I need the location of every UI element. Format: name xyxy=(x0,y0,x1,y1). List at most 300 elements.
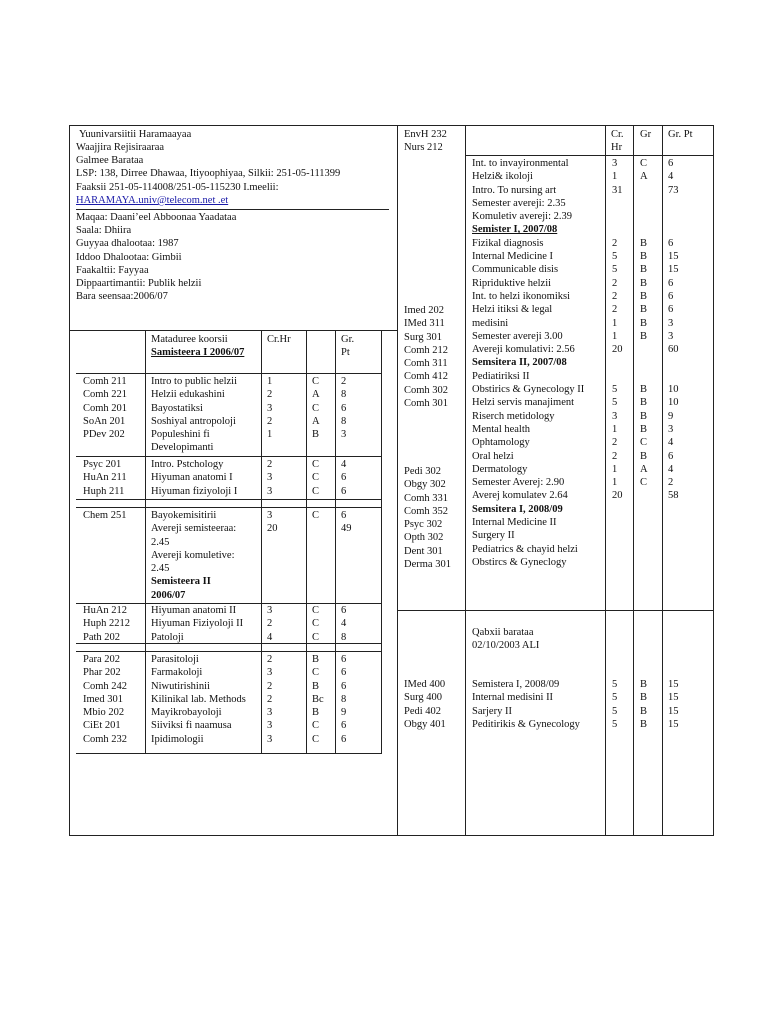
left-row-line xyxy=(76,499,381,500)
student-entry-year: Bara seensaa:2006/07 xyxy=(76,291,168,302)
credit-hour: 20 xyxy=(612,344,623,356)
course-title: Int. to helzi ikonomiksi xyxy=(472,290,570,302)
grade: B xyxy=(312,429,320,441)
course-code: Psyc 201 xyxy=(83,459,122,470)
credit-hour: 31 xyxy=(612,184,623,196)
course-title: Bayostatiksi xyxy=(151,402,203,414)
course-title: Kilinikal lab. Methods xyxy=(151,693,246,705)
course-title: Hiyuman anatomi I xyxy=(151,472,233,484)
grade: C xyxy=(312,510,320,521)
middle-divider xyxy=(397,125,398,836)
credit-hour: 3 xyxy=(267,402,273,414)
grade xyxy=(640,210,648,223)
course-title: Obstirics & Gynecology II xyxy=(472,384,585,396)
student-faculty: Faakaltii: Fayyaa xyxy=(76,265,149,276)
postal-address: LSP: 138, Dirree Dhawaa, Itiyoophiyaa, Silkii: 251-05-111399 xyxy=(76,168,341,179)
course-title: Helzi servis manajiment xyxy=(472,397,575,409)
grade-point xyxy=(668,197,679,210)
course-title: Pediatrics & chayid helzi xyxy=(472,543,578,555)
cumulative-average-value: 2.45 xyxy=(151,563,170,575)
grade-point: 3 xyxy=(668,317,674,329)
university-name: Yuunivarsiitii Haramaayaa xyxy=(79,129,192,140)
course-title: Peditirikis & Gynecology xyxy=(472,718,580,730)
credit-hour-list xyxy=(267,604,272,644)
course-code: Huph 211 xyxy=(83,485,125,497)
grade-point-list xyxy=(341,604,346,644)
left-row-line xyxy=(76,373,381,374)
grade: B xyxy=(640,330,648,342)
credit-hour: 5 xyxy=(612,705,618,717)
course-code: Pedi 302 xyxy=(404,466,442,477)
semester-average: Semester Averej: 2.90 xyxy=(472,477,565,489)
right-col-divider-2 xyxy=(605,125,606,836)
left-row-line xyxy=(76,651,381,652)
grade: B xyxy=(640,397,648,409)
student-department: Dippaartimantii: Publik helzii xyxy=(76,278,202,289)
grade-point: 6 xyxy=(341,472,347,484)
course-code: Obgy 401 xyxy=(404,718,446,730)
course-code: Derma 301 xyxy=(404,559,451,571)
grade: A xyxy=(312,415,320,427)
credit-hour-list xyxy=(612,678,617,731)
right-col-divider-3 xyxy=(633,125,634,836)
course-code: Dent 301 xyxy=(404,545,443,557)
course-code: Imed 202 xyxy=(404,305,444,316)
grade-point: 4 xyxy=(341,459,347,470)
course-code: IMed 400 xyxy=(404,679,446,690)
grade-point-list xyxy=(341,458,346,498)
course-title-header: Mataduree koorsii xyxy=(151,334,228,345)
grade-point: 6 xyxy=(668,304,674,316)
left-col-divider-4 xyxy=(335,330,336,754)
grade-point-list xyxy=(341,375,346,441)
course-title: Internal Medicine I xyxy=(472,251,554,263)
grade-point: 6 xyxy=(341,605,347,616)
course-code: HuAn 212 xyxy=(83,605,128,616)
credit-hour: 5 xyxy=(612,718,618,730)
grade: B xyxy=(640,384,648,396)
grade: B xyxy=(640,290,648,302)
outer-top-border xyxy=(69,125,713,126)
grade-list xyxy=(312,458,319,498)
grade: B xyxy=(640,450,648,462)
grade-point: 60 xyxy=(668,344,679,356)
course-title: Parasitoloji xyxy=(151,654,199,665)
grade: B xyxy=(312,707,320,719)
course-code: CiEt 201 xyxy=(83,720,121,732)
course-title: Ripriduktive helzii xyxy=(472,277,552,289)
credit-hour-list xyxy=(267,509,278,536)
course-code: Psyc 302 xyxy=(404,519,443,531)
course-code: Path 202 xyxy=(83,631,121,643)
course-title: Niwutirishinii xyxy=(151,680,210,692)
course-code: IMed 311 xyxy=(404,318,445,330)
grade: Bc xyxy=(312,693,324,705)
credit-hour-list xyxy=(267,375,272,441)
course-title: Dermatology xyxy=(472,463,528,475)
course-code: Obgy 302 xyxy=(404,479,446,491)
course-title: Pediatiriksi II xyxy=(472,370,530,382)
grade-point: 3 xyxy=(668,423,674,435)
course-code: Surg 400 xyxy=(404,692,443,704)
grade-point-header: Gr. Pt xyxy=(668,129,693,140)
course-code: Opth 302 xyxy=(404,532,444,544)
credit-hour: 2 xyxy=(267,459,273,470)
course-code: Comh 302 xyxy=(404,384,449,396)
grade-point-list xyxy=(668,157,679,503)
grade: C xyxy=(312,733,320,745)
grade-point: 2 xyxy=(341,376,347,387)
course-title: Siiviksi fi naamusa xyxy=(151,720,232,732)
grade-point: 4 xyxy=(668,171,674,183)
course-code-list xyxy=(83,458,127,498)
grade-point: 4 xyxy=(341,618,347,630)
outer-left-border xyxy=(69,125,70,836)
course-title: Helzi& ikoloji xyxy=(472,171,533,183)
right-header-line xyxy=(465,155,713,156)
course-title: Hiyuman fiziyoloji I xyxy=(151,485,238,497)
grade-point: 6 xyxy=(341,510,347,521)
semester-heading: Semsitera II, 2007/08 xyxy=(472,357,567,369)
grade-point: 6 xyxy=(341,654,347,665)
credit-hour: 5 xyxy=(612,679,618,690)
semester-heading: Semsitera I, 2008/09 xyxy=(472,503,563,515)
credit-hour: 1 xyxy=(267,376,273,387)
left-col-divider-1 xyxy=(145,330,146,754)
course-code: Comh 242 xyxy=(83,680,128,692)
grade-list xyxy=(312,653,324,746)
grade: A xyxy=(640,463,648,475)
outer-bottom-border xyxy=(69,835,713,836)
credit-hour: 3 xyxy=(267,472,273,484)
grade-point-list xyxy=(341,509,352,536)
grade-point: 15 xyxy=(668,705,679,717)
grade: C xyxy=(640,477,648,489)
grade xyxy=(640,356,648,369)
credit-hour: 2 xyxy=(267,415,273,427)
grade-point: 2 xyxy=(668,477,674,489)
grade-point xyxy=(668,356,679,369)
fax-line: Faaksii 251-05-114008/251-05-115230 I.meelii: xyxy=(76,182,279,193)
course-title: Sarjery II xyxy=(472,705,512,717)
course-title: Patoloji xyxy=(151,631,184,643)
grade: B xyxy=(640,718,648,730)
course-title: Internal Medicine II xyxy=(472,517,557,529)
grade: C xyxy=(312,720,320,732)
course-code: Mbio 202 xyxy=(83,707,125,719)
credit-hour: 3 xyxy=(267,510,273,521)
grade: B xyxy=(640,251,648,263)
grade: C xyxy=(312,402,320,414)
left-col-divider-5 xyxy=(381,330,382,754)
grade: C xyxy=(312,605,320,616)
credit-hour: 2 xyxy=(612,437,618,449)
grade-point: 58 xyxy=(668,490,679,502)
credit-hour: 3 xyxy=(267,707,273,719)
left-row-line xyxy=(76,753,381,754)
credit-hour-header-line: Cr. xyxy=(611,129,624,140)
credit-hour: 3 xyxy=(267,667,273,679)
grade-point: 6 xyxy=(668,158,674,169)
grade-point: 3 xyxy=(668,330,674,342)
credit-hour: 3 xyxy=(267,485,273,497)
credit-hour-header xyxy=(611,128,624,155)
grade-point-header: Pt xyxy=(341,347,350,358)
grade-list xyxy=(640,678,647,731)
course-code: Comh 352 xyxy=(404,505,449,517)
semester-heading: Semisteera II xyxy=(151,576,211,588)
grade-point: 10 xyxy=(668,397,679,409)
grade-point: 15 xyxy=(668,251,679,263)
course-code: PDev 202 xyxy=(83,429,125,441)
credit-hour-header: Cr.Hr xyxy=(267,334,291,345)
left-col-divider-3 xyxy=(306,330,307,754)
credit-hour: 5 xyxy=(612,692,618,704)
grade-note: Qabxii barataa xyxy=(472,627,534,638)
grade-point: 6 xyxy=(341,733,347,745)
grade-header: Gr xyxy=(640,129,652,140)
student-sex: Saala: Dhiira xyxy=(76,225,132,236)
right-col-divider-1 xyxy=(465,125,466,836)
course-code: Surg 301 xyxy=(404,331,443,343)
grade: C xyxy=(312,472,320,484)
course-title: Intro. To nursing art xyxy=(472,184,557,196)
grade-point: 15 xyxy=(668,264,679,276)
course-title: Hiyuman anatomi II xyxy=(151,605,237,616)
header-bottom-line xyxy=(69,330,397,331)
course-title: Mayikrobayoloji xyxy=(151,707,222,719)
grade xyxy=(640,184,648,197)
grade-point xyxy=(668,370,679,383)
grade-point: 6 xyxy=(341,485,347,497)
grade-point xyxy=(668,210,679,223)
credit-hour xyxy=(612,210,623,223)
credit-hour: 5 xyxy=(612,264,618,276)
grade-list xyxy=(312,509,319,522)
course-title: Farmakoloji xyxy=(151,667,203,679)
grade: C xyxy=(640,437,648,449)
semester-heading: Semister I, 2007/08 xyxy=(472,224,558,236)
cumulative-average: Averej komulatev 2.64 xyxy=(472,490,568,502)
semester-average: Semester avereji 3.00 xyxy=(472,330,563,342)
course-title: Ipidimologii xyxy=(151,733,204,745)
course-code: Comh 212 xyxy=(404,344,449,356)
grade: C xyxy=(312,618,320,630)
grade-point: 6 xyxy=(668,237,674,249)
grade-point: 6 xyxy=(668,277,674,289)
grade-list xyxy=(312,375,320,441)
course-code: Phar 202 xyxy=(83,667,121,679)
credit-hour: 3 xyxy=(267,733,273,745)
grade: C xyxy=(312,667,320,679)
course-title: Helzi itiksi & legal xyxy=(472,304,553,316)
course-code: Nurs 212 xyxy=(404,142,443,154)
email-underline-rule xyxy=(76,209,389,210)
course-code: Comh 331 xyxy=(404,492,449,504)
credit-hour: 5 xyxy=(612,397,618,409)
semester-heading: Samisteera I 2006/07 xyxy=(151,347,245,358)
credit-hour: 4 xyxy=(267,631,273,643)
semester-average: Semester avereji: 2.35 xyxy=(472,197,566,209)
grade: C xyxy=(312,459,320,470)
grade-point-header: Gr. xyxy=(341,334,355,345)
course-title-list xyxy=(151,509,236,602)
grade-point-total: 49 xyxy=(341,523,352,535)
credit-hour: 1 xyxy=(612,463,618,475)
course-title: Oral helzi xyxy=(472,450,514,462)
student-birth-year: Guyyaa dhalootaa: 1987 xyxy=(76,238,179,249)
course-code: Chem 251 xyxy=(83,510,127,521)
credit-hour: 1 xyxy=(612,317,618,329)
grade-point: 8 xyxy=(341,389,347,401)
cumulative-average: Avereji komulativi: 2.56 xyxy=(472,344,575,356)
course-title: medisini xyxy=(472,317,509,329)
grade-point: 3 xyxy=(341,429,347,441)
credit-hour: 1 xyxy=(612,477,618,489)
credit-hour: 2 xyxy=(612,450,618,462)
grade: B xyxy=(640,317,648,329)
right-section-line xyxy=(397,610,713,611)
grade-point: 15 xyxy=(668,692,679,704)
credit-hour xyxy=(612,197,623,210)
course-title: Int. to invayironmental xyxy=(472,158,569,169)
left-col-divider-2 xyxy=(261,330,262,754)
grade xyxy=(640,223,648,236)
credit-hour xyxy=(612,370,623,383)
grade-point: 9 xyxy=(668,410,674,422)
course-title: Hiyuman Fiziyoloji II xyxy=(151,618,244,630)
course-code: Comh 232 xyxy=(83,733,128,745)
credit-hour: 5 xyxy=(612,384,618,396)
office-name: Waajjira Rejisiraaraa xyxy=(76,142,165,153)
course-code: Comh 311 xyxy=(404,358,448,370)
grade: B xyxy=(640,705,648,717)
grade: B xyxy=(640,679,648,690)
grade-point: 6 xyxy=(341,720,347,732)
grade: B xyxy=(640,237,648,249)
course-code: Comh 211 xyxy=(83,376,127,387)
course-code: Comh 412 xyxy=(404,371,449,383)
grade: B xyxy=(640,277,648,289)
grade-point: 8 xyxy=(341,631,347,643)
credit-hour: 2 xyxy=(612,237,618,249)
credit-hour: 1 xyxy=(612,171,618,183)
grade-point-list xyxy=(341,653,346,746)
semester-average-label: Avereji semisteeraa: xyxy=(151,523,237,535)
course-code-list xyxy=(83,653,127,746)
course-code-list xyxy=(83,509,126,522)
course-title: Developimanti xyxy=(151,442,214,454)
credit-hour: 1 xyxy=(612,330,618,342)
semester-heading: 2006/07 xyxy=(151,589,186,601)
grade xyxy=(640,343,648,356)
credit-hour xyxy=(612,356,623,369)
grade-point: 4 xyxy=(668,463,674,475)
course-code: Comh 221 xyxy=(83,389,128,401)
grade: B xyxy=(640,304,648,316)
credit-hour xyxy=(612,223,623,236)
grade-point: 10 xyxy=(668,384,679,396)
grade-point: 9 xyxy=(341,707,347,719)
course-title: Obstircs & Gyneclogy xyxy=(472,556,567,568)
grade-point: 15 xyxy=(668,679,679,690)
grade: C xyxy=(640,158,648,169)
course-code-list xyxy=(83,375,127,441)
grade-point: 15 xyxy=(668,718,679,730)
course-title: Surgery II xyxy=(472,530,515,542)
grade-point: 6 xyxy=(341,667,347,679)
course-title-list xyxy=(151,375,237,455)
course-code: Comh 301 xyxy=(404,398,449,410)
course-code: Pedi 402 xyxy=(404,705,442,717)
credit-hour: 1 xyxy=(267,429,273,441)
credit-hour-list xyxy=(612,157,623,503)
grade-point: 73 xyxy=(668,184,679,196)
course-title-list xyxy=(151,604,243,644)
cumulative-average-label: Avereji komuletive: xyxy=(151,549,235,561)
grade-note-date: 02/10/2003 ALI xyxy=(472,640,540,651)
course-code: HuAn 211 xyxy=(83,472,127,484)
left-row-line xyxy=(76,456,381,457)
grade-point: 6 xyxy=(668,450,674,462)
semester-heading: Semistera I, 2008/09 xyxy=(472,679,560,690)
course-code: Para 202 xyxy=(83,654,121,665)
grade xyxy=(640,370,648,383)
course-title: Communicable disis xyxy=(472,264,559,276)
grade: B xyxy=(640,410,648,422)
email-link[interactable]: HARAMAYA.univ@telecom.net .et xyxy=(76,195,229,206)
grade-point: 4 xyxy=(668,437,674,449)
course-title: Intro. Pstchology xyxy=(151,459,224,470)
course-code: EnvH 232 xyxy=(404,129,447,140)
top-course-codes xyxy=(404,128,447,155)
grade-point xyxy=(668,223,679,236)
course-title: Ophtamology xyxy=(472,437,530,449)
credit-hour: 2 xyxy=(267,654,273,665)
grade: B xyxy=(640,423,648,435)
course-title: Bayokemisitirii xyxy=(151,510,217,521)
left-row-line xyxy=(76,507,381,508)
credit-hour-list xyxy=(267,458,272,498)
credit-hour: 2 xyxy=(267,618,273,630)
course-title-list xyxy=(472,157,584,569)
grade: A xyxy=(640,171,648,183)
semester-average-value: 2.45 xyxy=(151,536,170,548)
course-title-list xyxy=(472,678,580,731)
grade-point: 6 xyxy=(668,290,674,302)
course-title-list xyxy=(151,458,237,498)
grade: C xyxy=(312,485,320,497)
course-title: Mental health xyxy=(472,423,531,435)
credit-hour: 20 xyxy=(612,490,623,502)
course-title: Helzii edukashini xyxy=(151,389,225,401)
course-title: Intro to public helzii xyxy=(151,376,238,387)
credit-hour: 2 xyxy=(612,290,618,302)
course-title: Fizikal diagnosis xyxy=(472,237,544,249)
grade xyxy=(640,197,648,210)
grade-point: 8 xyxy=(341,415,347,427)
grade: B xyxy=(640,692,648,704)
credit-hour-header-line: Hr xyxy=(611,142,623,154)
record-title: Galmee Barataa xyxy=(76,155,144,166)
grade: C xyxy=(312,376,320,387)
course-title: Populeshini fi xyxy=(151,429,210,441)
grade: C xyxy=(312,631,320,643)
course-code-list xyxy=(404,304,448,410)
credit-hour: 1 xyxy=(612,423,618,435)
course-title: Soshiyal antropoloji xyxy=(151,415,236,427)
credit-hour: 3 xyxy=(267,605,273,616)
